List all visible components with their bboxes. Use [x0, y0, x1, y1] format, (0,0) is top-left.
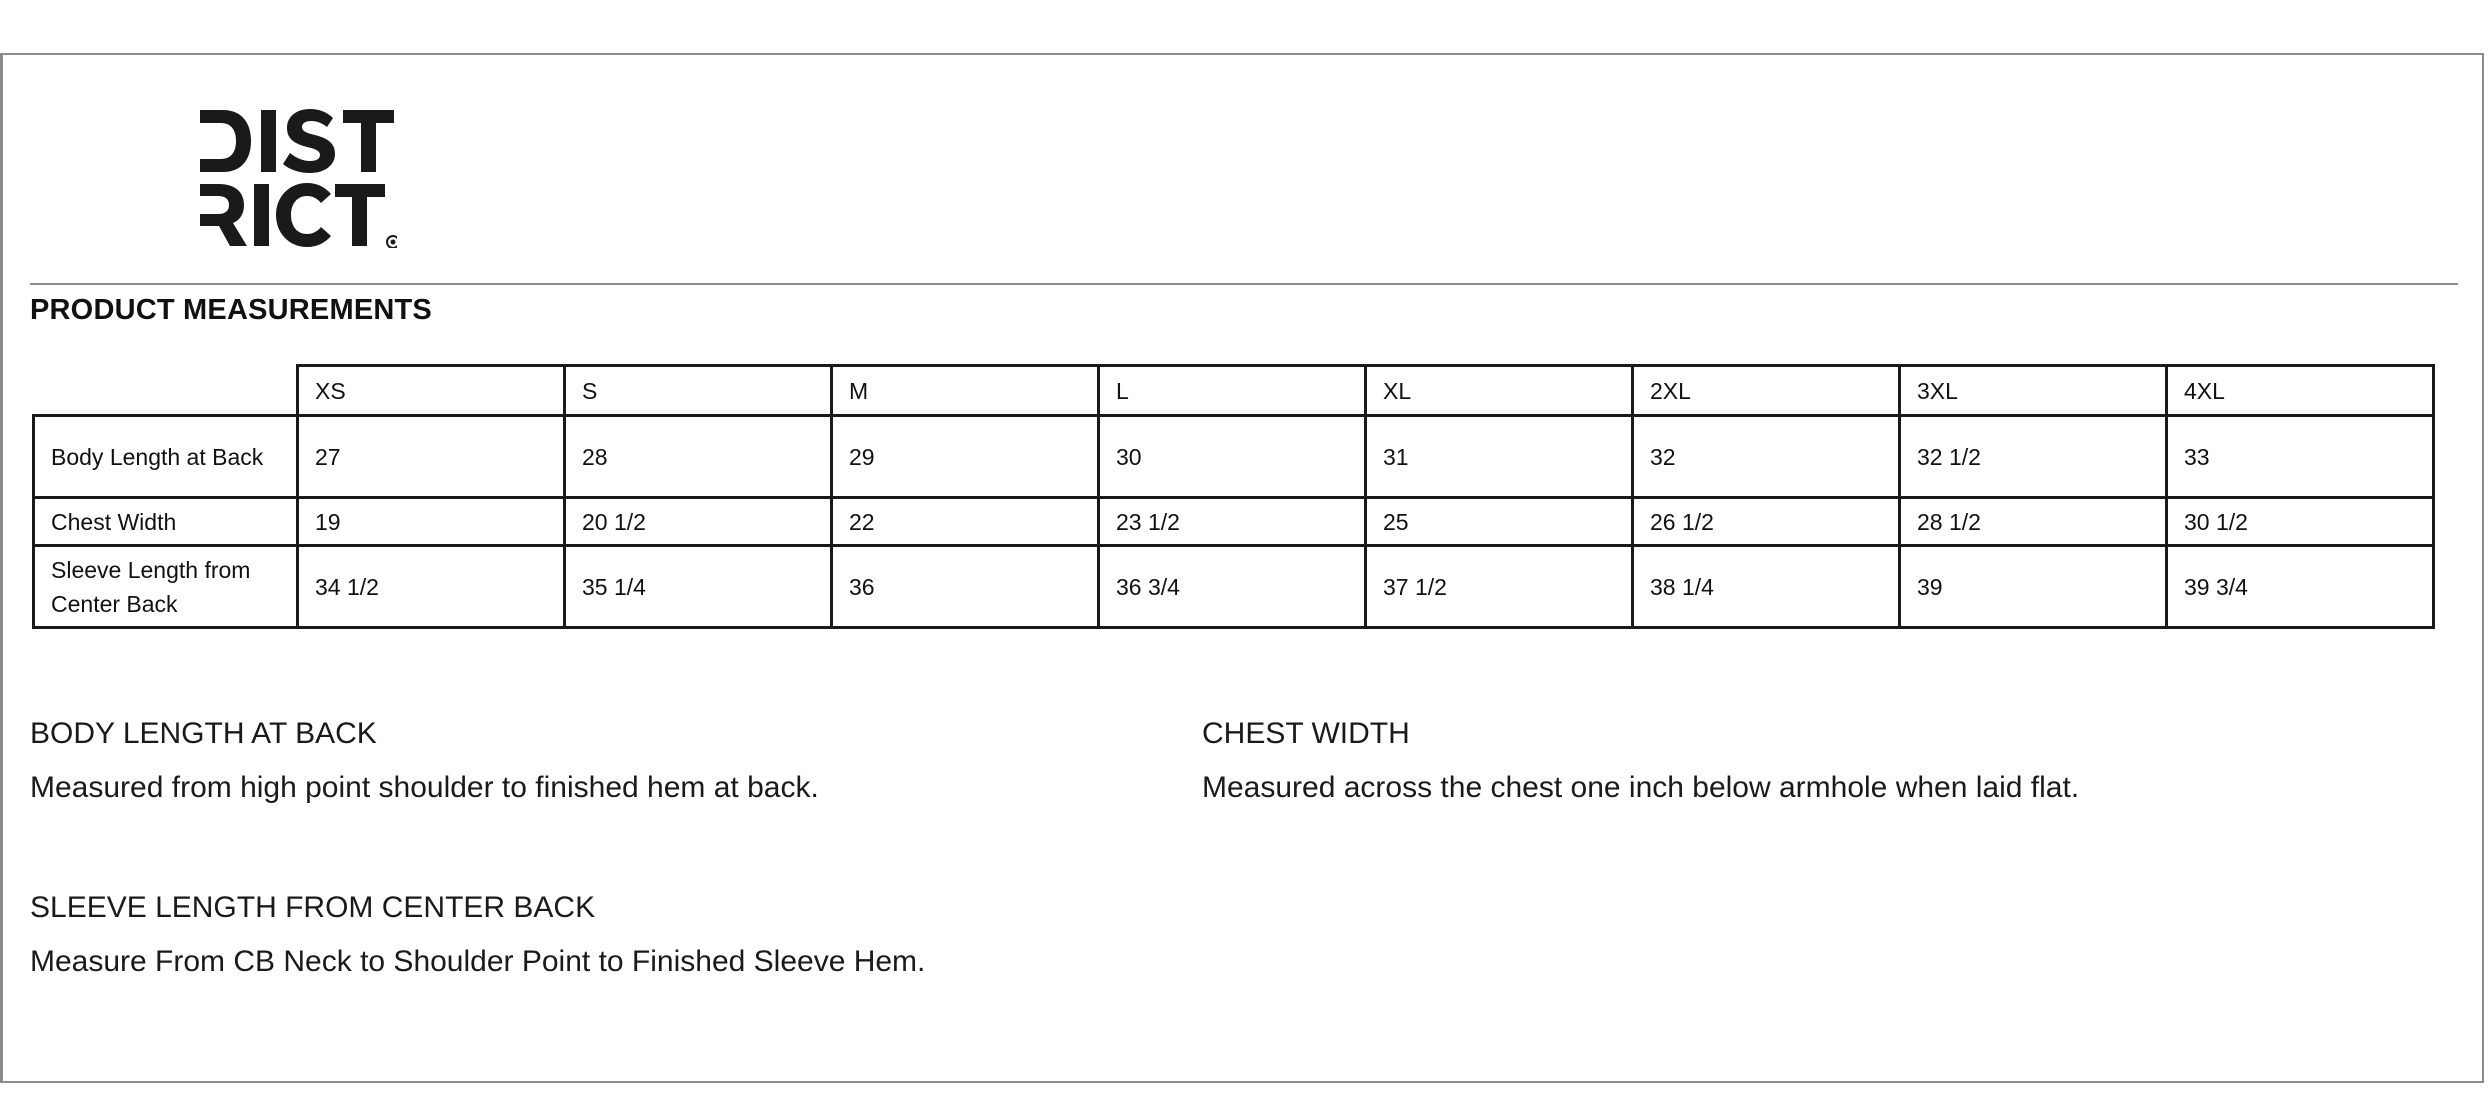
table-header-row: [34, 366, 2434, 416]
table-cell: 36: [832, 546, 1099, 628]
table-corner-cell: [34, 366, 298, 416]
table-cell: 37 1/2: [1366, 546, 1633, 628]
row-label: Body Length at Back: [34, 416, 298, 498]
table-row: [34, 498, 2434, 546]
table-cell: 31: [1366, 416, 1633, 498]
size-header: 2XL: [1633, 366, 1900, 416]
size-header: L: [1099, 366, 1366, 416]
table-cell: 28 1/2: [1900, 498, 2167, 546]
size-header: 3XL: [1900, 366, 2167, 416]
definition-text-chest-width: Measured across the chest one inch below armhole when laid flat.: [1202, 771, 2080, 804]
table-cell: 23 1/2: [1099, 498, 1366, 546]
table-cell: 33: [2167, 416, 2434, 498]
table-cell: 38 1/4: [1633, 546, 1900, 628]
size-header: XS: [298, 366, 565, 416]
size-header: S: [565, 366, 832, 416]
table-cell: 19: [298, 498, 565, 546]
table-cell: 39 3/4: [2167, 546, 2434, 628]
table-cell: 22: [832, 498, 1099, 546]
table-cell: 39: [1900, 546, 2167, 628]
size-header: 4XL: [2167, 366, 2434, 416]
table-cell: 26 1/2: [1633, 498, 1900, 546]
row-label: Sleeve Length from Center Back: [34, 546, 298, 628]
table-cell: 32: [1633, 416, 1900, 498]
size-header: M: [832, 366, 1099, 416]
measurements-table: [32, 364, 2435, 629]
row-label: Chest Width: [34, 498, 298, 546]
definition-title-chest-width: CHEST WIDTH: [1202, 717, 1410, 750]
size-header: XL: [1366, 366, 1633, 416]
table-cell: 27: [298, 416, 565, 498]
table-cell: 35 1/4: [565, 546, 832, 628]
definition-text-sleeve-length: Measure From CB Neck to Shoulder Point to Finished Sleeve Hem.: [30, 945, 926, 978]
table-cell: 32 1/2: [1900, 416, 2167, 498]
table-cell: 20 1/2: [565, 498, 832, 546]
table-row: [34, 546, 2434, 628]
header-divider: [30, 283, 2458, 285]
table-cell: 36 3/4: [1099, 546, 1366, 628]
table-cell: 29: [832, 416, 1099, 498]
definition-text-body-length: Measured from high point shoulder to finished hem at back.: [30, 771, 819, 804]
table-cell: 25: [1366, 498, 1633, 546]
table-cell: 28: [565, 416, 832, 498]
district-logo: [197, 108, 397, 248]
table-cell: 34 1/2: [298, 546, 565, 628]
section-title: PRODUCT MEASUREMENTS: [30, 294, 432, 326]
definition-title-sleeve-length: SLEEVE LENGTH FROM CENTER BACK: [30, 891, 596, 924]
definition-title-body-length: BODY LENGTH AT BACK: [30, 717, 377, 750]
table-cell: 30 1/2: [2167, 498, 2434, 546]
table-cell: 30: [1099, 416, 1366, 498]
table-row: [34, 416, 2434, 498]
